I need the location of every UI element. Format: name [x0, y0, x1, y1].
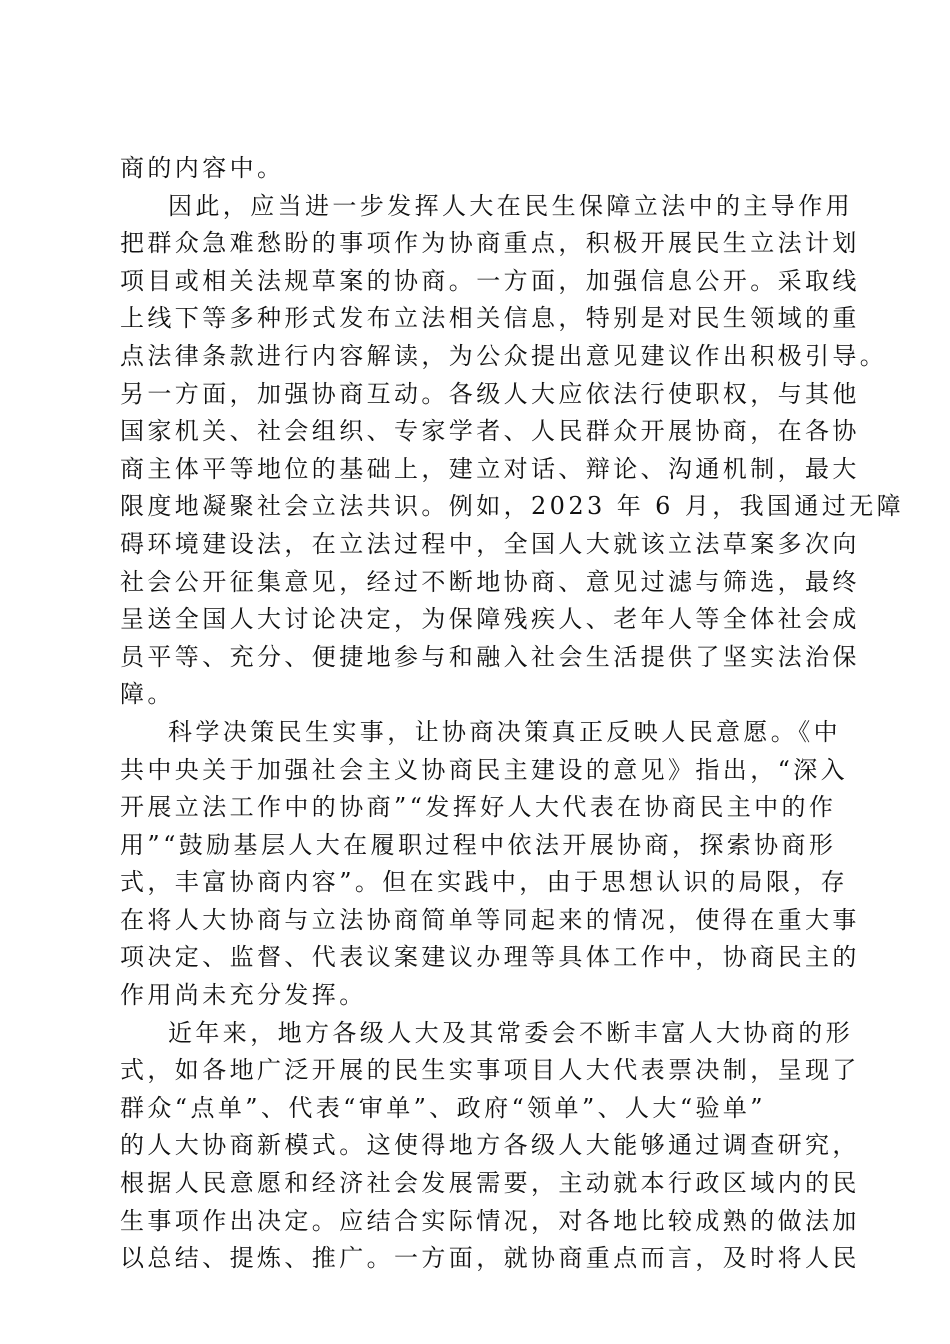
text-line: 根据人民意愿和经济社会发展需要，主动就本行政区域内的民: [120, 1169, 860, 1198]
text-line: 群众“点单”、代表“审单”、政府“领单”、人大“验单”: [120, 1093, 766, 1122]
text-line: 上线下等多种形式发布立法相关信息，特别是对民生领域的重: [120, 304, 860, 333]
text-line: 开展立法工作中的协商”“发挥好人大代表在协商民主中的作: [120, 793, 837, 822]
text-line: 碍环境建设法，在立法过程中，全国人大就该立法草案多次向: [120, 529, 860, 558]
text-line: 项目或相关法规草案的协商。一方面，加强信息公开。采取线: [120, 266, 860, 295]
text-line: 社会公开征集意见，经过不断地协商、意见过滤与筛选，最终: [120, 567, 860, 596]
text-line: 以总结、提炼、推广。一方面，就协商重点而言，及时将人民: [120, 1244, 860, 1273]
text-line: 点法律条款进行内容解读，为公众提出意见建议作出积极引导。: [120, 341, 888, 370]
text-line: 商的内容中。: [120, 154, 285, 182]
text-line: 的人大协商新模式。这使得地方各级人大能够通过调查研究，: [120, 1131, 860, 1160]
text-line: 另一方面，加强协商互动。各级人大应依法行使职权，与其他: [120, 379, 860, 408]
text-line: 共中央关于加强社会主义协商民主建设的意见》指出，“深入: [120, 755, 849, 784]
text-line: 国家机关、社会组织、专家学者、人民群众开展协商，在各协: [120, 417, 860, 446]
text-line: 用”“鼓励基层人大在履职过程中依法开展协商，探索协商形: [120, 830, 837, 859]
text-line: 作用尚未充分发挥。: [120, 981, 367, 1010]
text-line: 式，如各地广泛开展的民生实事项目人大代表票决制，呈现了: [120, 1056, 860, 1085]
paragraph-first-line: 因此，应当进一步发挥人大在民生保障立法中的主导作用: [168, 191, 853, 220]
paragraph-first-line: 科学决策民生实事，让协商决策真正反映人民意愿。《中: [168, 717, 841, 746]
text-line: 限度地凝聚社会立法共识。例如，2023 年 6 月，我国通过无障: [120, 492, 905, 521]
text-line: 式，丰富协商内容”。但在实践中，由于思想认识的局限，存: [120, 868, 849, 897]
text-line: 呈送全国人大讨论决定，为保障残疾人、老年人等全体社会成: [120, 605, 860, 634]
text-line: 员平等、充分、便捷地参与和融入社会生活提供了坚实法治保: [120, 642, 860, 671]
paragraph-first-line: 近年来，地方各级人大及其常委会不断丰富人大协商的形: [168, 1018, 853, 1047]
text-line: 把群众急难愁盼的事项作为协商重点，积极开展民生立法计划: [120, 229, 860, 258]
text-line: 障。: [120, 680, 175, 709]
text-line: 在将人大协商与立法协商简单等同起来的情况，使得在重大事: [120, 905, 860, 934]
text-line: 生事项作出决定。应结合实际情况，对各地比较成熟的做法加: [120, 1206, 860, 1235]
text-line: 商主体平等地位的基础上，建立对话、辩论、沟通机制，最大: [120, 454, 860, 483]
body-text: [120, 150, 905, 1278]
text-line: 项决定、监督、代表议案建议办理等具体工作中，协商民主的: [120, 943, 860, 972]
